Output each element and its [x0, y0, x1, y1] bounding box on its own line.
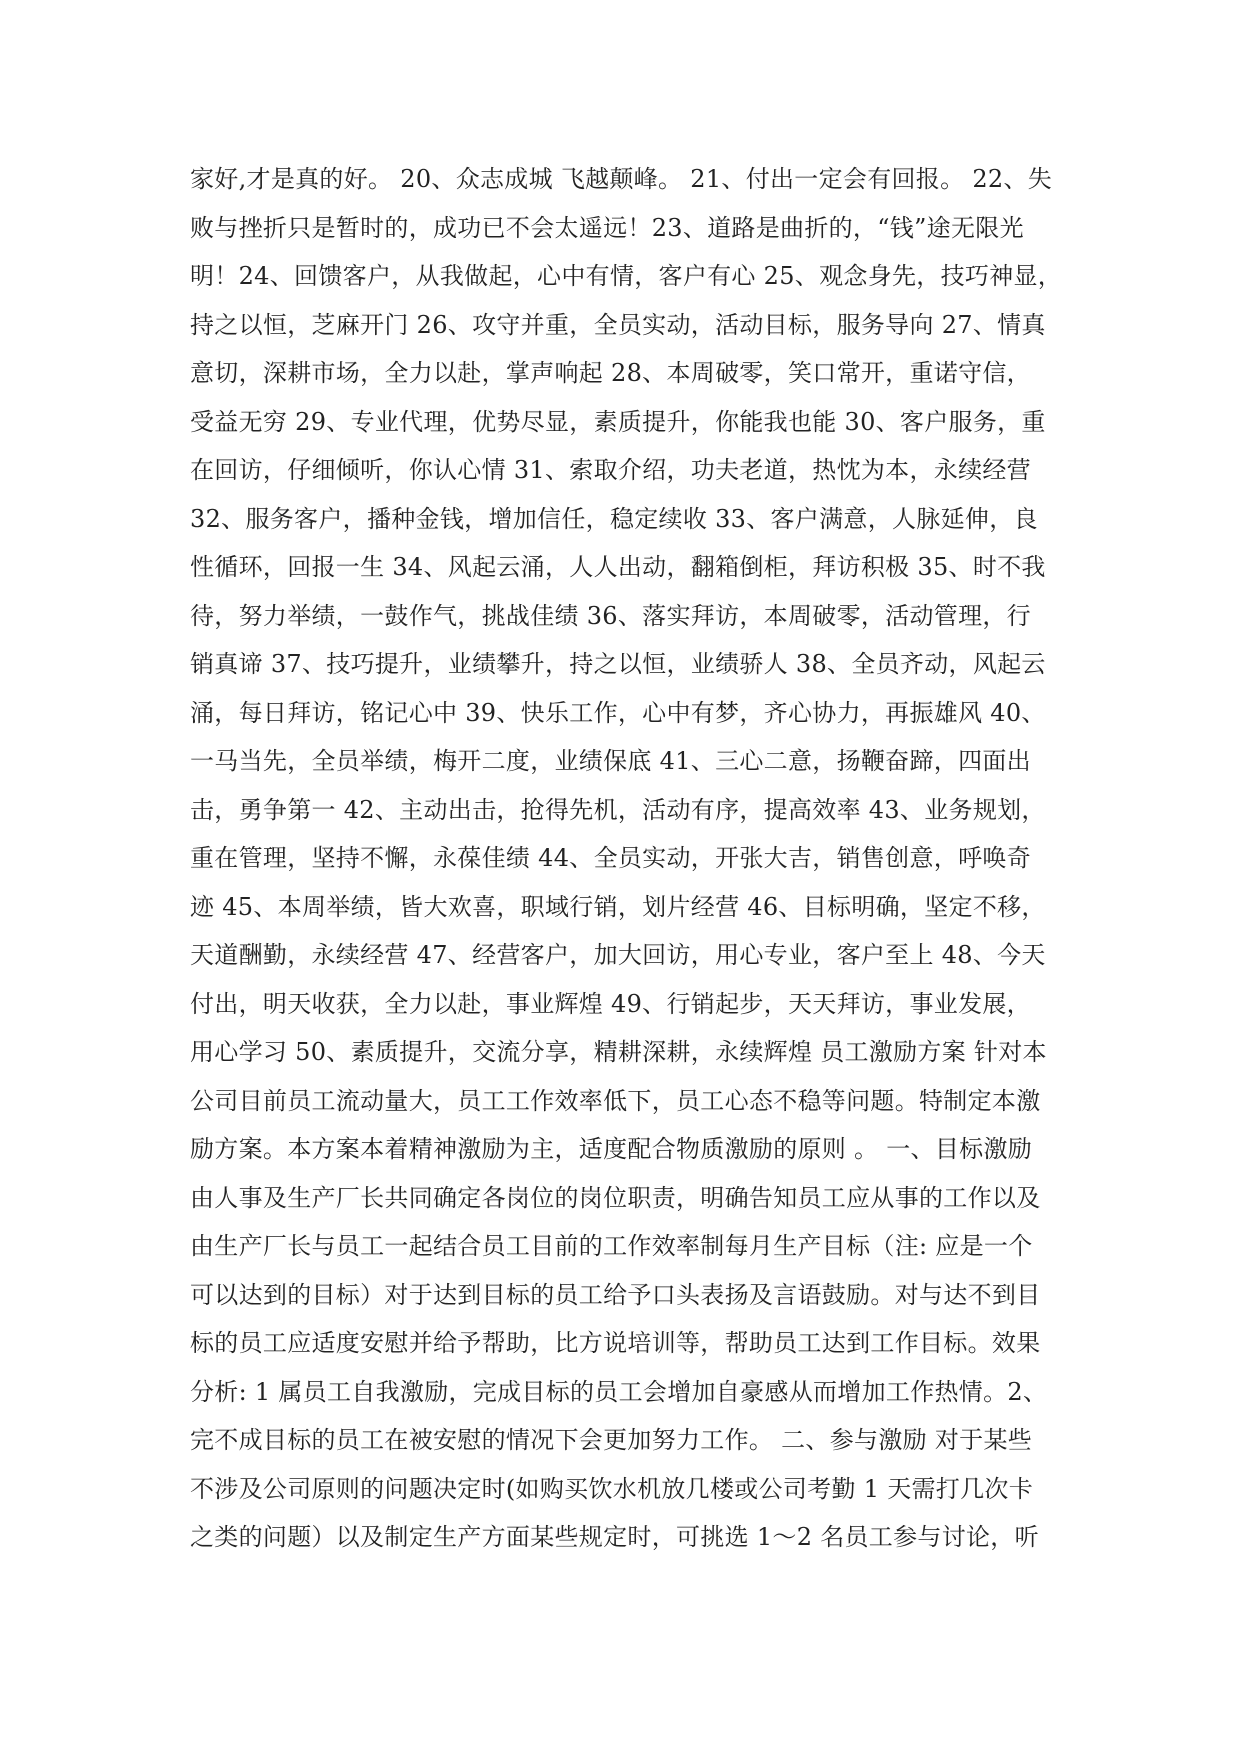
- text-line: 付出，明天收获，全力以赴，事业辉煌 49、行销起步，天天拜访，事业发展，: [190, 989, 1031, 1018]
- text-line: 在回访，仔细倾听，你认心情 31、索取介绍，功夫老道，热忱为本，永续经营: [190, 456, 1031, 484]
- text-line: 励方案。本方案本着精神激励为主，适度配合物质激励的原则 。 一、目标激励: [190, 1135, 1033, 1163]
- text-line: 持之以恒，芝麻开门 26、攻守并重，全员实动，活动目标，服务导向 27、情真: [190, 310, 1046, 339]
- text-line: 由生产厂长与员工一起结合员工目前的工作效率制每月生产目标（注: 应是一个: [190, 1232, 1033, 1260]
- text-line: 重在管理，坚持不懈，永葆佳绩 44、全员实动，开张大吉，销售创意，呼唤奇: [190, 844, 1031, 872]
- text-line: 受益无穷 29、专业代理，优势尽显，素质提升，你能我也能 30、客户服务，重: [190, 407, 1046, 436]
- text-line: 败与挫折只是暂时的，成功已不会太遥远！23、道路是曲折的，“钱”途无限光: [190, 213, 1024, 242]
- text-line: 用心学习 50、素质提升，交流分享，精耕深耕，永续辉煌 员工激励方案 针对本: [190, 1038, 1047, 1066]
- text-line: 不涉及公司原则的问题决定时(如购买饮水机放几楼或公司考勤 1 天需打几次卡: [190, 1474, 1033, 1503]
- text-line: 涌，每日拜访，铭记心中 39、快乐工作，心中有梦，齐心协力，再振雄风 40、: [190, 698, 1046, 727]
- text-line: 性循环，回报一生 34、风起云涌，人人出动，翻箱倒柜，拜访积极 35、时不我: [190, 553, 1046, 581]
- text-line: 分析: 1 属员工自我激励，完成目标的员工会增加自豪感从而增加工作热情。2、: [190, 1377, 1048, 1406]
- text-line: 一马当先，全员举绩，梅开二度，业绩保底 41、三心二意，扬鞭奋蹄，四面出: [190, 747, 1031, 775]
- text-line: 销真谛 37、技巧提升，业绩攀升，持之以恒，业绩骄人 38、全员齐动，风起云: [190, 650, 1046, 678]
- text-line: 击，勇争第一 42、主动出击，抢得先机，活动有序，提高效率 43、业务规划，: [190, 795, 1046, 824]
- text-line: 完不成目标的员工在被安慰的情况下会更加努力工作。 二、参与激励 对于某些: [190, 1426, 1033, 1454]
- body-text: [190, 155, 1070, 1562]
- text-line: 由人事及生产厂长共同确定各岗位的岗位职责，明确告知员工应从事的工作以及: [190, 1183, 1041, 1212]
- text-line: 迹 45、本周举绩，皆大欢喜，职域行销，划片经营 46、目标明确，坚定不移，: [190, 892, 1046, 921]
- text-line: 家好,才是真的好。 20、众志成城 飞越颠峰。 21、付出一定会有回报。 22、失: [190, 165, 1053, 193]
- text-line: 明！24、回馈客户，从我做起，心中有情，客户有心 25、观念身先，技巧神显，: [190, 262, 1063, 290]
- text-line: 天道酬勤，永续经营 47、经营客户，加大回访，用心专业，客户至上 48、今天: [190, 941, 1046, 969]
- text-line: 标的员工应适度安慰并给予帮助，比方说培训等，帮助员工达到工作目标。效果: [190, 1329, 1041, 1357]
- text-line: 之类的问题）以及制定生产方面某些规定时，可挑选 1～2 名员工参与讨论，听: [190, 1523, 1039, 1551]
- text-line: 意切，深耕市场，全力以赴，掌声响起 28、本周破零，笑口常开，重诺守信，: [190, 359, 1031, 387]
- text-line: 待，努力举绩，一鼓作气，挑战佳绩 36、落实拜访，本周破零，活动管理，行: [190, 601, 1031, 630]
- text-line: 公司目前员工流动量大，员工工作效率低下，员工心态不稳等问题。特制定本激: [190, 1086, 1041, 1115]
- text-line: 可以达到的目标）对于达到目标的员工给予口头表扬及言语鼓励。对与达不到目: [190, 1280, 1041, 1309]
- text-line: 32、服务客户，播种金钱，增加信任，稳定续收 33、客户满意，人脉延伸，良: [190, 504, 1038, 533]
